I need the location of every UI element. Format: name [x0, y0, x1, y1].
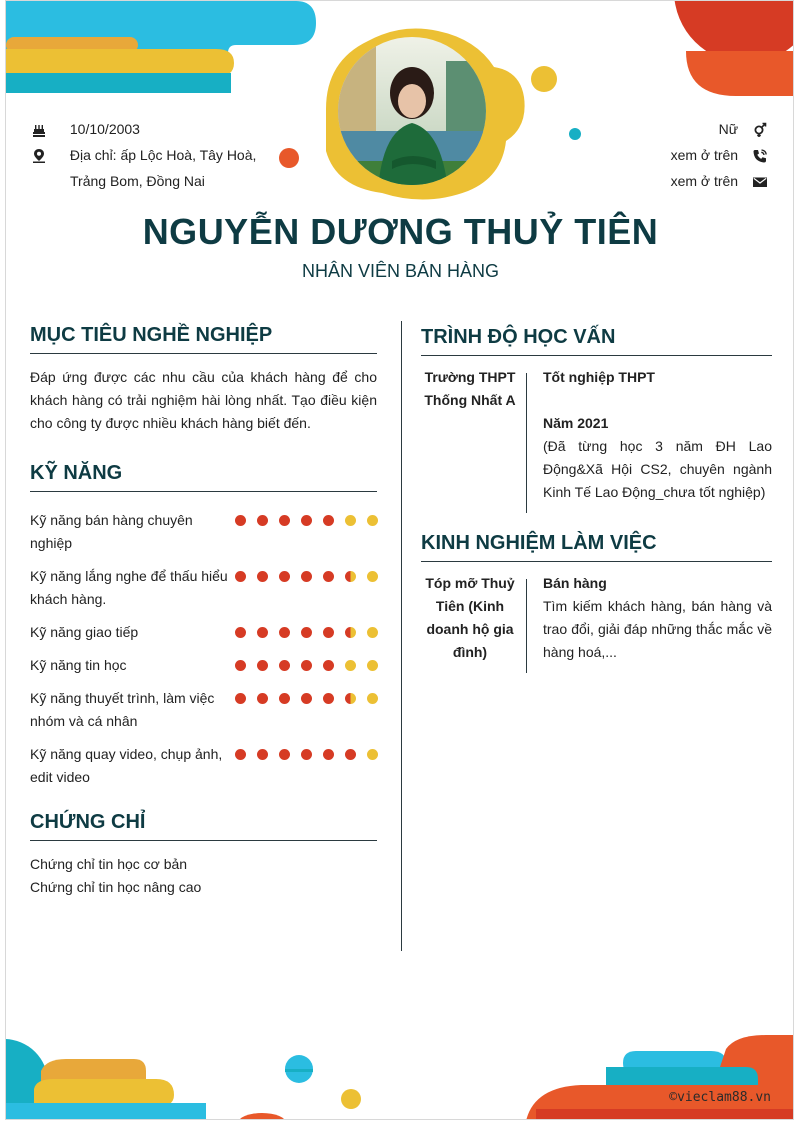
skill-item	[30, 621, 380, 644]
rating-dot	[345, 571, 356, 582]
experience-divider	[526, 579, 527, 673]
education-note: (Đã từng học 3 năm ĐH Lao Động&Xã Hội CS2, chuyên ngành Kinh Tế Lao Động_chưa tốt nghiệp)	[543, 438, 772, 500]
skill-rating	[224, 749, 378, 760]
education-details	[543, 366, 772, 504]
rating-dot	[279, 660, 290, 671]
bottom-decoration	[6, 1021, 794, 1120]
gender-row	[719, 119, 768, 139]
address-line1: Địa chỉ: ấp Lộc Hoà, Tây Hoà,	[69, 147, 257, 163]
experience-company: Tóp mỡ Thuỷ Tiên (Kinh doanh hộ gia đình)	[425, 575, 515, 660]
gender-value: Nữ	[718, 121, 739, 137]
birthday-value: 10/10/2003	[69, 121, 140, 137]
rating-dot	[279, 693, 290, 704]
certificate-item: Chứng chỉ tin học nâng cao	[30, 879, 202, 895]
rating-dot	[235, 571, 246, 582]
rating-dot	[367, 627, 378, 638]
rating-dot	[279, 749, 290, 760]
rating-dot	[279, 627, 290, 638]
certificate-item: Chứng chỉ tin học cơ bản	[30, 856, 188, 872]
education-divider	[526, 373, 527, 513]
skill-label: Kỹ năng tin học	[30, 657, 127, 673]
skill-rating	[224, 515, 378, 526]
experience-position: Bán hàng	[543, 575, 607, 591]
rating-dot	[301, 693, 312, 704]
education-title: TRÌNH ĐỘ HỌC VẤN	[421, 326, 772, 356]
rating-dot	[323, 749, 334, 760]
gender-icon	[752, 122, 768, 138]
rating-dot	[345, 660, 356, 671]
rating-dot	[367, 660, 378, 671]
certificates-title: CHỨNG CHỈ	[30, 811, 377, 841]
experience-title: KINH NGHIỆM LÀM VIỆC	[421, 532, 772, 562]
skill-rating	[224, 627, 378, 638]
rating-dot	[301, 627, 312, 638]
address-line2: Trảng Bom, Đồng Nai	[70, 173, 205, 189]
rating-dot	[301, 660, 312, 671]
rating-dot	[235, 749, 246, 760]
skill-label: Kỹ năng giao tiếp	[30, 624, 139, 640]
rating-dot	[301, 515, 312, 526]
skill-rating	[224, 571, 378, 582]
rating-dot	[367, 515, 378, 526]
skill-item	[30, 743, 380, 789]
rating-dot	[235, 693, 246, 704]
rating-dot	[235, 660, 246, 671]
rating-dot	[345, 515, 356, 526]
rating-dot	[323, 693, 334, 704]
education-year: Năm 2021	[543, 415, 609, 431]
skill-label: Kỹ năng lắng nghe để thấu hiểu khách hàng.	[30, 568, 228, 607]
rating-dot	[257, 515, 268, 526]
skill-item	[30, 509, 380, 555]
rating-dot	[367, 693, 378, 704]
rating-dot	[257, 660, 268, 671]
birthday-row	[31, 119, 140, 139]
rating-dot	[345, 749, 356, 760]
email-row	[671, 171, 768, 191]
skill-label: Kỹ năng bán hàng chuyên nghiệp	[30, 512, 193, 551]
envelope-icon	[752, 174, 768, 190]
cv-page	[5, 0, 794, 1120]
rating-dot	[301, 749, 312, 760]
rating-dot	[323, 515, 334, 526]
objective-text: Đáp ứng được các nhu cầu của khách hàng để cho khách hàng có trải nghiệm hài lòng nhất. Tạo điều kiện cho công ty được nhiều khách hàng biết đến.	[30, 369, 377, 431]
job-title: NHÂN VIÊN BÁN HÀNG	[301, 261, 500, 281]
address-row-2	[70, 171, 205, 191]
rating-dot	[367, 571, 378, 582]
skill-label: Kỹ năng thuyết trình, làm việc nhóm và cá nhân	[30, 690, 215, 729]
phone-value: xem ở trên	[670, 147, 739, 163]
objective-title: MỤC TIÊU NGHỀ NGHIỆP	[30, 324, 377, 354]
skills-title: KỸ NĂNG	[30, 462, 377, 492]
cake-icon	[31, 122, 47, 138]
phone-row	[671, 145, 768, 165]
watermark: ©vieclam88.vn	[669, 1090, 771, 1105]
education-school: Trường THPT Thống Nhất A	[424, 369, 516, 408]
education-degree: Tốt nghiệp THPT	[543, 369, 655, 385]
rating-dot	[257, 627, 268, 638]
rating-dot	[301, 571, 312, 582]
rating-dot	[345, 627, 356, 638]
rating-dot	[235, 627, 246, 638]
skill-item	[30, 654, 380, 677]
column-divider	[401, 321, 402, 951]
skill-rating	[224, 693, 378, 704]
rating-dot	[323, 627, 334, 638]
rating-dot	[345, 693, 356, 704]
address-row	[31, 145, 256, 165]
rating-dot	[367, 749, 378, 760]
experience-description: Tìm kiếm khách hàng, bán hàng và trao đổi, giải đáp những thắc mắc về hàng hoá,...	[543, 598, 772, 660]
rating-dot	[323, 660, 334, 671]
location-pin-icon	[31, 148, 47, 164]
email-value: xem ở trên	[670, 173, 739, 189]
phone-icon	[752, 148, 768, 164]
skill-rating	[224, 660, 378, 671]
rating-dot	[323, 571, 334, 582]
rating-dot	[257, 749, 268, 760]
rating-dot	[279, 515, 290, 526]
rating-dot	[235, 515, 246, 526]
rating-dot	[257, 571, 268, 582]
skill-label: Kỹ năng quay video, chụp ảnh, edit video	[30, 746, 223, 785]
skill-item	[30, 565, 380, 611]
skill-item	[30, 687, 380, 733]
experience-details	[543, 572, 772, 664]
rating-dot	[279, 571, 290, 582]
full-name: NGUYỄN DƯƠNG THUỶ TIÊN	[142, 211, 659, 252]
rating-dot	[257, 693, 268, 704]
